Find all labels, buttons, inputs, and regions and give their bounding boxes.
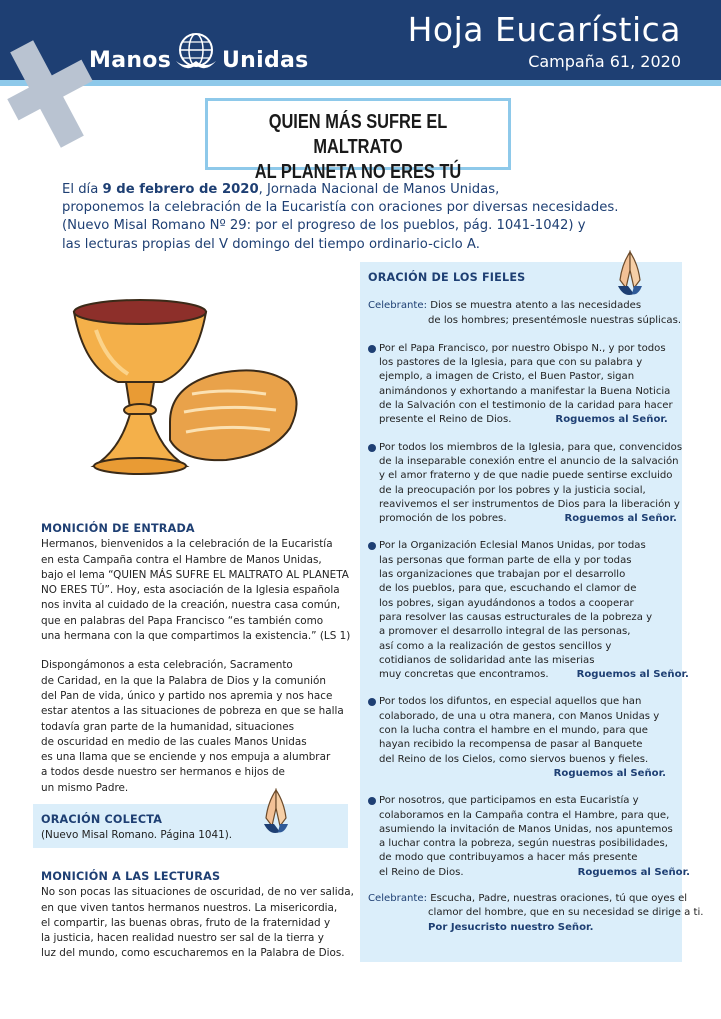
response-text: Roguemos al Señor.	[564, 513, 677, 525]
motto-line-1: QUIEN MÁS SUFRE EL MALTRATO	[268, 111, 448, 158]
collecta-title: ORACIÓN COLECTA	[41, 813, 163, 826]
entrada-line: Dispongámonos a esta celebración, Sacramento	[41, 659, 293, 672]
prayer-line: hayan recibido la recompensa de pasar al Banquete	[379, 739, 643, 751]
intro-paragraph	[62, 181, 662, 254]
prayer-line: los pastores de la Iglesia, para que con su palabra y	[379, 357, 643, 369]
prayer-line: de modo que contribuyamos a hacer más presente	[379, 852, 638, 864]
prayer-line: las organizaciones que trabajan por el desarrollo	[379, 569, 626, 581]
motto-box	[205, 98, 511, 183]
prayer-line: así como a la realización de gestos sencillos y	[379, 640, 612, 652]
bullet-icon	[368, 345, 376, 353]
prayer-line: y el amor fraterno y de que nadie puede sentirse excluido	[379, 470, 673, 482]
response-text: Roguemos al Señor.	[577, 866, 690, 878]
response-text: Roguemos al Señor.	[555, 414, 668, 426]
intro-line: las lecturas propias del V domingo del tiempo ordinario-ciclo A.	[62, 236, 480, 252]
prayer-line: reavivemos el ser instrumentos de Dios para la liberación y	[379, 498, 680, 510]
response-text: Roguemos al Señor.	[553, 767, 666, 779]
prayer-line: Por el Papa Francisco, por nuestro Obispo N., y por todos	[379, 342, 666, 354]
intro-text: El día	[62, 182, 103, 197]
prayer-item	[368, 794, 690, 880]
entrada-line: Hermanos, bienvenidos a la celebración de la Eucaristía	[41, 538, 333, 551]
header-stripe	[0, 80, 721, 86]
fieles-intro-line: Dios se muestra atento a las necesidades	[430, 300, 642, 312]
entrada-line: que en palabras del Papa Francisco “es también como	[41, 614, 324, 627]
bullet-icon	[368, 444, 376, 452]
response-text: Roguemos al Señor.	[576, 669, 689, 681]
fieles-title: ORACIÓN DE LOS FIELES	[368, 271, 526, 284]
page-title: Hoja Eucarística	[407, 10, 681, 49]
prayer-line: asumiendo la invitación de Manos Unidas, nos apuntemos	[379, 823, 673, 835]
prayer-line: muy concretas que encontramos.	[379, 669, 549, 681]
entrada-line: un mismo Padre.	[41, 781, 129, 794]
campaign-subtitle: Campaña 61, 2020	[528, 52, 681, 71]
closing-response: Por Jesucristo nuestro Señor.	[428, 921, 594, 933]
prayer-line: de la inseparable conexión entre el anuncio de la salvación	[379, 455, 679, 467]
intro-line: (Nuevo Misal Romano Nº 29: por el progreso de los pueblos, pág. 1041-1042) y	[62, 218, 586, 234]
prayer-line: Por la Organización Eclesial Manos Unidas, por todas	[379, 540, 646, 552]
chalice-bread-illustration	[66, 290, 306, 480]
lecturas-line: luz del mundo, como escucharemos en la Palabra de Dios.	[41, 947, 345, 960]
prayer-line: a luchar contra la pobreza, según nuestras posibilidades,	[379, 838, 668, 850]
prayer-line: Por todos los miembros de la Iglesia, para que, convencidos	[379, 441, 683, 453]
entrada-line: nos invita al cuidado de la creación, nuestra casa común,	[41, 599, 341, 612]
lecturas-line: la justicia, hacen realidad nuestro ser sal de la tierra y	[41, 932, 324, 945]
bullet-icon	[368, 698, 376, 706]
motto-line-2: AL PLANETA NO ERES TÚ	[254, 161, 462, 183]
prayer-line: de la Salvación con el testimonio de la caridad para hacer	[379, 400, 673, 412]
entrada-line: todavía gran parte de la humanidad, situaciones	[41, 720, 295, 733]
lecturas-line: No son pocas las situaciones de oscuridad, de no ver salida,	[41, 886, 354, 899]
intro-line: proponemos la celebración de la Eucaristía con oraciones por diversas necesidades.	[62, 200, 619, 216]
prayer-line: los pobres, sigan ayudándonos a todos a cooperar	[379, 597, 634, 609]
prayer-item	[368, 539, 689, 682]
entrada-line: estar atentos a las situaciones de pobreza en que se halla	[41, 705, 344, 718]
prayer-line: de los pueblos, para que, escuchando el clamor de	[379, 583, 637, 595]
intro-text: , Jornada Nacional de Manos Unidas,	[258, 182, 500, 197]
entrada-line: NO ERES TÚ”. Hoy, esta asociación de la Iglesia española	[41, 584, 340, 597]
prayer-item	[368, 342, 680, 428]
entrada-section	[41, 521, 351, 796]
intro-date: 9 de febrero de 2020	[102, 182, 259, 197]
prayer-line: colaborado, de una u otra manera, con Manos Unidas y	[379, 710, 660, 722]
lecturas-title: MONICIÓN A LAS LECTURAS	[41, 870, 221, 883]
closing-line: clamor del hombre, que en su necesidad se dirige a ti.	[428, 907, 704, 919]
celebrante-label: Celebrante:	[368, 892, 427, 904]
entrada-line: a todos desde nuestro ser hermanos e hijos de	[41, 766, 285, 779]
prayer-item	[368, 441, 683, 527]
collecta-section	[41, 812, 347, 844]
prayer-line: de la preocupación por los pobres y la justicia social,	[379, 484, 646, 496]
entrada-line: de oscuridad en medio de las cuales Manos Unidas	[41, 735, 307, 748]
prayer-line: con la lucha contra el hambre en el mundo, para que	[379, 725, 648, 737]
prayer-line: presente el Reino de Dios.	[379, 414, 512, 426]
fieles-intro-line: de los hombres; presentémosle nuestras súplicas.	[428, 314, 682, 326]
prayer-line: cotidianos de solidaridad ante las miserias	[379, 654, 595, 666]
praying-hands-icon	[258, 788, 294, 838]
entrada-line: de Caridad, en la que la Palabra de Dios y la comunión	[41, 674, 326, 687]
logo-text-right: Unidas	[222, 48, 309, 73]
prayer-line: las personas que forman parte de ella y por todas	[379, 554, 632, 566]
collecta-text: (Nuevo Misal Romano. Página 1041).	[41, 829, 233, 842]
prayer-line: para resolver las causas estructurales de la pobreza y	[379, 611, 653, 623]
prayer-line: promoción de los pobres.	[379, 513, 507, 525]
globe-hands-icon	[172, 31, 220, 75]
prayer-item	[368, 695, 680, 781]
entrada-line: una hermana con la que compartimos la existencia.” (LS 1)	[41, 630, 351, 643]
bullet-icon	[368, 542, 376, 550]
entrada-title: MONICIÓN DE ENTRADA	[41, 522, 195, 535]
lecturas-section	[41, 869, 354, 962]
prayer-line: a promover el desarrollo integral de las personas,	[379, 626, 631, 638]
closing-line: Escucha, Padre, nuestras oraciones, tú que oyes el	[430, 892, 688, 904]
entrada-line: bajo el lema “QUIEN MÁS SUFRE EL MALTRATO AL PLANETA	[41, 568, 349, 581]
prayer-line: del Reino de los Cielos, como siervos buenos y fieles.	[379, 753, 649, 765]
prayer-line: Por todos los difuntos, en especial aquellos que han	[379, 696, 642, 708]
entrada-line: es una llama que se enciende y nos empuja a alumbrar	[41, 751, 331, 764]
fieles-section	[368, 271, 704, 935]
celebrante-label: Celebrante:	[368, 300, 427, 312]
prayer-line: ejemplo, a imagen de Cristo, el Buen Pastor, sigan	[379, 371, 635, 383]
lecturas-line: el compartir, las buenas obras, fruto de la fraternidad y	[41, 916, 331, 929]
prayer-line: el Reino de Dios.	[379, 866, 464, 878]
entrada-line: en esta Campaña contra el Hambre de Manos Unidas,	[41, 553, 322, 566]
prayer-line: animándonos y exhortando a manifestar la Buena Noticia	[379, 385, 671, 397]
bullet-icon	[368, 797, 376, 805]
prayer-line: colaboramos en la Campaña contra el Hambre, para que,	[379, 809, 670, 821]
prayer-line: Por nosotros, que participamos en esta Eucaristía y	[379, 795, 639, 807]
entrada-line: del Pan de vida, único y partido nos apremia y nos hace	[41, 689, 333, 702]
logo-text-left: Manos	[89, 48, 172, 73]
lecturas-line: en que viven tantos hermanos nuestros. La misericordia,	[41, 901, 338, 914]
